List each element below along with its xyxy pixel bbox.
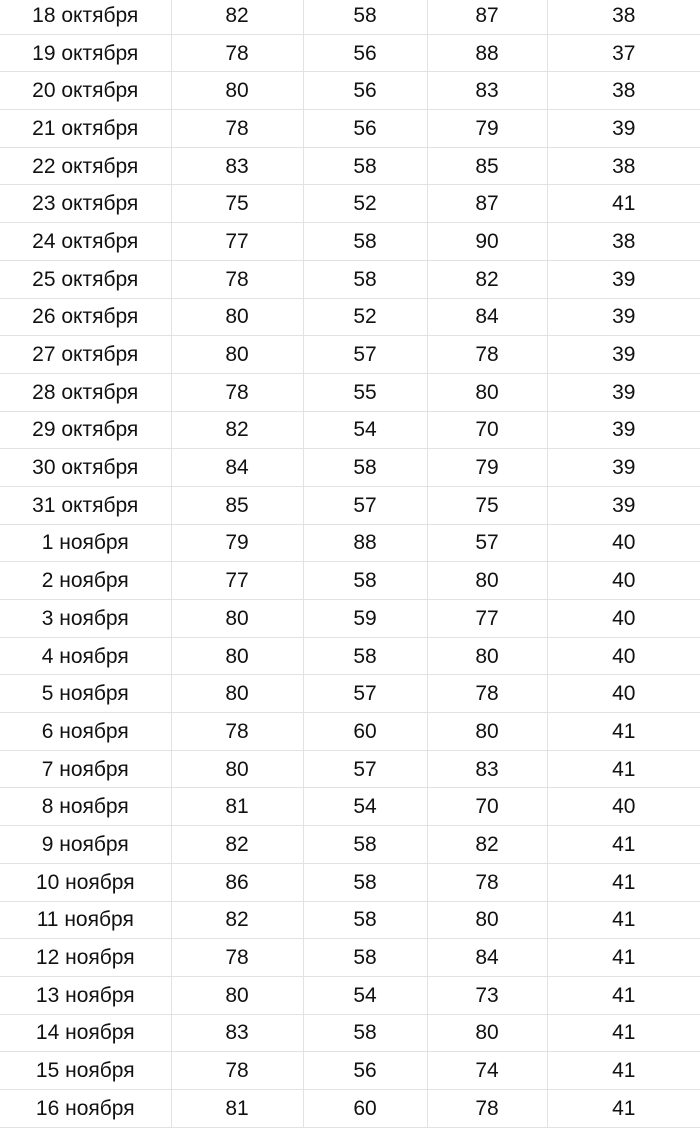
value-cell[interactable]: 40 — [547, 562, 700, 600]
value-cell[interactable]: 40 — [547, 788, 700, 826]
value-cell[interactable]: 57 — [303, 486, 427, 524]
value-cell[interactable]: 78 — [171, 34, 303, 72]
value-cell[interactable]: 82 — [171, 901, 303, 939]
table-row — [0, 1089, 700, 1127]
date-cell[interactable]: 5 ноября — [0, 675, 171, 713]
table-row — [0, 449, 700, 487]
value-cell[interactable]: 52 — [303, 185, 427, 223]
value-cell[interactable]: 83 — [171, 1014, 303, 1052]
value-cell[interactable]: 83 — [427, 750, 547, 788]
value-cell[interactable]: 84 — [427, 939, 547, 977]
date-cell[interactable]: 25 октября — [0, 260, 171, 298]
value-cell[interactable]: 80 — [427, 901, 547, 939]
table-row — [0, 336, 700, 374]
date-cell[interactable]: 28 октября — [0, 373, 171, 411]
value-cell[interactable]: 38 — [547, 223, 700, 261]
value-cell[interactable]: 56 — [303, 34, 427, 72]
value-cell[interactable]: 81 — [171, 1089, 303, 1127]
table-row — [0, 72, 700, 110]
value-cell[interactable]: 80 — [171, 72, 303, 110]
value-cell[interactable]: 80 — [171, 336, 303, 374]
table-row — [0, 826, 700, 864]
table-row — [0, 34, 700, 72]
date-cell[interactable]: 4 ноября — [0, 637, 171, 675]
value-cell[interactable]: 78 — [171, 260, 303, 298]
date-cell[interactable]: 29 октября — [0, 411, 171, 449]
value-cell[interactable]: 80 — [427, 713, 547, 751]
date-cell[interactable]: 3 ноября — [0, 600, 171, 638]
table-row — [0, 562, 700, 600]
date-cell[interactable]: 30 октября — [0, 449, 171, 487]
value-cell[interactable]: 39 — [547, 486, 700, 524]
value-cell[interactable]: 80 — [171, 750, 303, 788]
value-cell[interactable]: 58 — [303, 901, 427, 939]
table-row — [0, 223, 700, 261]
value-cell[interactable]: 41 — [547, 863, 700, 901]
date-cell[interactable]: 6 ноября — [0, 713, 171, 751]
value-cell[interactable]: 40 — [547, 524, 700, 562]
value-cell[interactable]: 78 — [171, 1052, 303, 1090]
date-cell[interactable]: 20 октября — [0, 72, 171, 110]
value-cell[interactable]: 52 — [303, 298, 427, 336]
value-cell[interactable]: 75 — [171, 185, 303, 223]
table-row — [0, 1052, 700, 1090]
value-cell[interactable]: 80 — [427, 562, 547, 600]
date-cell[interactable]: 18 октября — [0, 0, 171, 34]
value-cell[interactable]: 82 — [171, 0, 303, 34]
date-cell[interactable]: 13 ноября — [0, 976, 171, 1014]
date-cell[interactable]: 8 ноября — [0, 788, 171, 826]
value-cell[interactable]: 77 — [427, 600, 547, 638]
value-cell[interactable]: 80 — [427, 1014, 547, 1052]
table-row — [0, 600, 700, 638]
value-cell[interactable]: 38 — [547, 147, 700, 185]
value-cell[interactable]: 85 — [171, 486, 303, 524]
value-cell[interactable]: 86 — [171, 863, 303, 901]
value-cell[interactable]: 57 — [427, 524, 547, 562]
value-cell[interactable]: 39 — [547, 411, 700, 449]
value-cell[interactable]: 41 — [547, 185, 700, 223]
value-cell[interactable]: 56 — [303, 1052, 427, 1090]
value-cell[interactable]: 80 — [171, 600, 303, 638]
value-cell[interactable]: 41 — [547, 901, 700, 939]
date-cell[interactable]: 9 ноября — [0, 826, 171, 864]
value-cell[interactable]: 58 — [303, 449, 427, 487]
value-cell[interactable]: 85 — [427, 147, 547, 185]
value-cell[interactable]: 84 — [427, 298, 547, 336]
value-cell[interactable]: 58 — [303, 147, 427, 185]
value-cell[interactable]: 78 — [171, 110, 303, 148]
date-cell[interactable]: 7 ноября — [0, 750, 171, 788]
date-cell[interactable]: 22 октября — [0, 147, 171, 185]
value-cell[interactable]: 58 — [303, 637, 427, 675]
value-cell[interactable]: 80 — [171, 637, 303, 675]
table-row — [0, 637, 700, 675]
value-cell[interactable]: 41 — [547, 750, 700, 788]
value-cell[interactable]: 41 — [547, 976, 700, 1014]
value-cell[interactable]: 41 — [547, 826, 700, 864]
date-cell[interactable]: 19 октября — [0, 34, 171, 72]
value-cell[interactable]: 39 — [547, 298, 700, 336]
value-cell[interactable]: 79 — [171, 524, 303, 562]
table-row — [0, 298, 700, 336]
value-cell[interactable]: 57 — [303, 675, 427, 713]
value-cell[interactable]: 70 — [427, 788, 547, 826]
table-row — [0, 260, 700, 298]
table-row — [0, 147, 700, 185]
table-row — [0, 110, 700, 148]
value-cell[interactable]: 83 — [427, 72, 547, 110]
value-cell[interactable]: 41 — [547, 713, 700, 751]
value-cell[interactable]: 41 — [547, 1014, 700, 1052]
table-row — [0, 675, 700, 713]
value-cell[interactable]: 54 — [303, 411, 427, 449]
value-cell[interactable]: 39 — [547, 260, 700, 298]
table-row — [0, 1014, 700, 1052]
table-row — [0, 411, 700, 449]
value-cell[interactable]: 83 — [171, 147, 303, 185]
table-row — [0, 713, 700, 751]
value-cell[interactable]: 73 — [427, 976, 547, 1014]
table-row — [0, 486, 700, 524]
value-cell[interactable]: 80 — [427, 637, 547, 675]
value-cell[interactable]: 58 — [303, 863, 427, 901]
date-cell[interactable]: 24 октября — [0, 223, 171, 261]
value-cell[interactable]: 78 — [427, 863, 547, 901]
value-cell[interactable]: 82 — [171, 826, 303, 864]
value-cell[interactable]: 60 — [303, 1089, 427, 1127]
value-cell[interactable]: 58 — [303, 1014, 427, 1052]
table-row — [0, 863, 700, 901]
value-cell[interactable]: 80 — [171, 976, 303, 1014]
value-cell[interactable]: 60 — [303, 713, 427, 751]
value-cell[interactable]: 80 — [427, 373, 547, 411]
date-cell[interactable]: 26 октября — [0, 298, 171, 336]
value-cell[interactable]: 78 — [427, 1089, 547, 1127]
value-cell[interactable]: 58 — [303, 939, 427, 977]
value-cell[interactable]: 57 — [303, 336, 427, 374]
value-cell[interactable]: 78 — [171, 373, 303, 411]
value-cell[interactable]: 82 — [427, 826, 547, 864]
value-cell[interactable]: 39 — [547, 110, 700, 148]
value-cell[interactable]: 80 — [171, 298, 303, 336]
value-cell[interactable]: 78 — [171, 713, 303, 751]
date-cell[interactable]: 1 ноября — [0, 524, 171, 562]
value-cell[interactable]: 39 — [547, 373, 700, 411]
date-cell[interactable]: 2 ноября — [0, 562, 171, 600]
value-cell[interactable]: 40 — [547, 637, 700, 675]
value-cell[interactable]: 90 — [427, 223, 547, 261]
date-cell[interactable]: 27 октября — [0, 336, 171, 374]
value-cell[interactable]: 78 — [171, 939, 303, 977]
date-cell[interactable]: 31 октября — [0, 486, 171, 524]
value-cell[interactable]: 39 — [547, 449, 700, 487]
value-cell[interactable]: 37 — [547, 34, 700, 72]
table-row — [0, 0, 700, 34]
value-cell[interactable]: 77 — [171, 223, 303, 261]
value-cell[interactable]: 54 — [303, 788, 427, 826]
value-cell[interactable]: 59 — [303, 600, 427, 638]
value-cell[interactable]: 82 — [171, 411, 303, 449]
table-row — [0, 901, 700, 939]
value-cell[interactable]: 80 — [171, 675, 303, 713]
date-cell[interactable]: 10 ноября — [0, 863, 171, 901]
date-cell[interactable]: 14 ноября — [0, 1014, 171, 1052]
value-cell[interactable]: 82 — [427, 260, 547, 298]
value-cell[interactable]: 58 — [303, 562, 427, 600]
date-cell[interactable]: 11 ноября — [0, 901, 171, 939]
value-cell[interactable]: 79 — [427, 110, 547, 148]
value-cell[interactable]: 88 — [303, 524, 427, 562]
value-cell[interactable]: 87 — [427, 0, 547, 34]
value-cell[interactable]: 70 — [427, 411, 547, 449]
value-cell[interactable]: 38 — [547, 0, 700, 34]
value-cell[interactable]: 38 — [547, 72, 700, 110]
value-cell[interactable]: 56 — [303, 72, 427, 110]
value-cell[interactable]: 81 — [171, 788, 303, 826]
value-cell[interactable]: 77 — [171, 562, 303, 600]
value-cell[interactable]: 84 — [171, 449, 303, 487]
date-cell[interactable]: 21 октября — [0, 110, 171, 148]
table-row — [0, 524, 700, 562]
value-cell[interactable]: 39 — [547, 336, 700, 374]
date-cell[interactable]: 23 октября — [0, 185, 171, 223]
date-cell[interactable]: 12 ноября — [0, 939, 171, 977]
table-row — [0, 373, 700, 411]
value-cell[interactable]: 54 — [303, 976, 427, 1014]
table-row — [0, 939, 700, 977]
table-row — [0, 788, 700, 826]
value-cell[interactable]: 58 — [303, 826, 427, 864]
value-cell[interactable]: 41 — [547, 1089, 700, 1127]
table-row — [0, 750, 700, 788]
value-cell[interactable]: 56 — [303, 110, 427, 148]
value-cell[interactable]: 58 — [303, 223, 427, 261]
value-cell[interactable]: 79 — [427, 449, 547, 487]
value-cell[interactable]: 41 — [547, 1052, 700, 1090]
value-cell[interactable]: 87 — [427, 185, 547, 223]
value-cell[interactable]: 74 — [427, 1052, 547, 1090]
table-row — [0, 185, 700, 223]
value-cell[interactable]: 55 — [303, 373, 427, 411]
date-cell[interactable]: 15 ноября — [0, 1052, 171, 1090]
value-cell[interactable]: 78 — [427, 336, 547, 374]
value-cell[interactable]: 88 — [427, 34, 547, 72]
value-cell[interactable]: 78 — [427, 675, 547, 713]
value-cell[interactable]: 41 — [547, 939, 700, 977]
table-row — [0, 976, 700, 1014]
value-cell[interactable]: 57 — [303, 750, 427, 788]
value-cell[interactable]: 40 — [547, 675, 700, 713]
value-cell[interactable]: 75 — [427, 486, 547, 524]
value-cell[interactable]: 58 — [303, 0, 427, 34]
value-cell[interactable]: 40 — [547, 600, 700, 638]
date-cell[interactable]: 16 ноября — [0, 1089, 171, 1127]
value-cell[interactable]: 58 — [303, 260, 427, 298]
